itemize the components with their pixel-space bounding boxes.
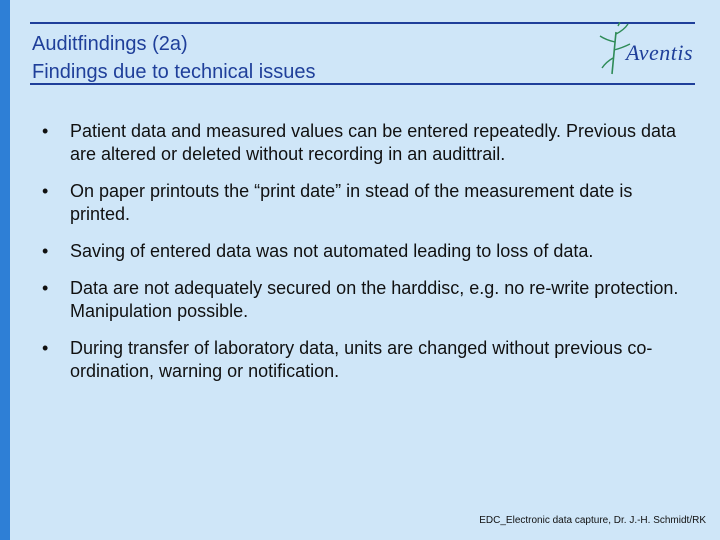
bullet-dot-icon: •: [42, 278, 49, 298]
bullet-dot-icon: •: [42, 181, 49, 201]
bullet-item-4: [42, 277, 692, 323]
bullet-item-3: [42, 240, 692, 263]
bullet-dot-icon: •: [42, 241, 49, 261]
left-accent-bar: [0, 0, 10, 540]
aventis-logo: [596, 22, 706, 82]
slide-title-line-2: Findings due to technical issues: [32, 61, 316, 83]
bullet-text-1: Patient data and measured values can be entered repeatedly. Previous data are altered or deleted without recording in an audittrail.: [70, 121, 677, 164]
bullet-item-2: [42, 180, 692, 226]
bullet-item-5: [42, 337, 692, 383]
slide-title: [32, 30, 316, 86]
logo-wordmark: Aventis: [626, 40, 694, 65]
slide-title-line-1: Auditfindings (2a): [32, 33, 188, 55]
bullet-dot-icon: •: [42, 121, 49, 141]
bullet-text-3: Saving of entered data was not automated leading to loss of data.: [70, 241, 594, 261]
bullet-list: [42, 120, 692, 397]
bullet-item-1: [42, 120, 692, 166]
bullet-text-4: Data are not adequately secured on the harddisc, e.g. no re-write protection. Manipulation possible.: [70, 278, 679, 321]
bullet-text-2: On paper printouts the “print date” in stead of the measurement date is printed.: [70, 181, 633, 224]
footer-text: EDC_Electronic data capture, Dr. J.-H. Schmidt/RK: [479, 515, 706, 526]
bullet-dot-icon: •: [42, 338, 49, 358]
bullet-text-5: During transfer of laboratory data, units are changed without previous co-ordination, warning or notification.: [70, 338, 653, 381]
